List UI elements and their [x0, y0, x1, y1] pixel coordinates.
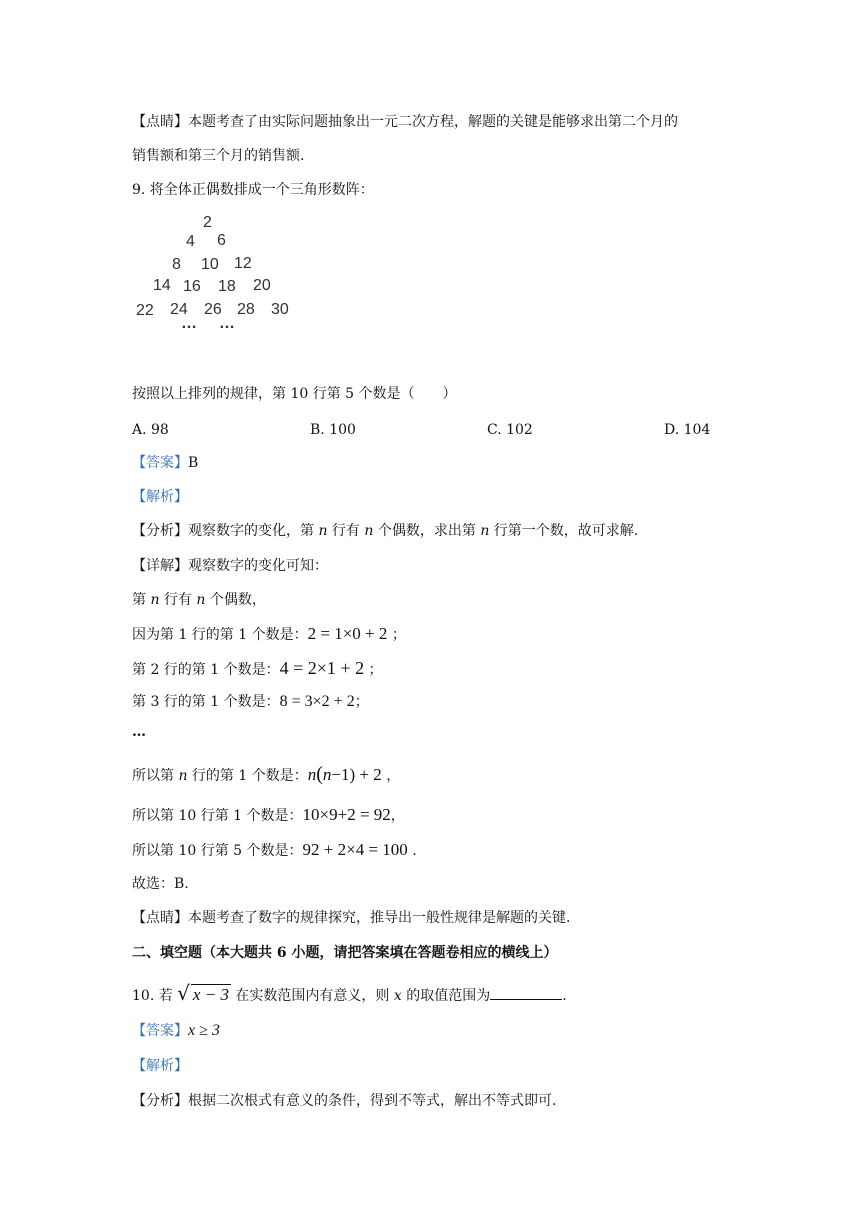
option-d: D. 104: [664, 422, 711, 438]
q9-fenxi: [132, 521, 638, 541]
tri-num: 4: [186, 233, 195, 250]
step-tail: ；: [354, 694, 369, 710]
var-n: n: [178, 768, 188, 784]
q9-rows-line: [132, 590, 266, 610]
q9-xiangjie: [132, 556, 328, 576]
var-n: n: [364, 523, 374, 539]
option-c: C. 102: [487, 422, 533, 438]
q9-choose: 故选：B.: [132, 876, 189, 892]
section-heading: 二、填空题（本大题共 6 小题，请把答案填在答题卷相应的横线上）: [132, 945, 558, 961]
tri-num: 28: [237, 301, 255, 318]
tri-num: 14: [153, 277, 171, 294]
q10-text: .: [562, 988, 567, 1004]
q9-question: 按照以上排列的规律，第 10 行第 5 个数是（ ）: [132, 386, 457, 402]
q9-step-10-1: [132, 805, 405, 826]
step-text: 第 2 行的第 1 个数是：: [132, 662, 280, 678]
fenxi-text: 观察数字的变化，第: [188, 523, 319, 539]
step-text: 所以第 10 行第 1 个数是：: [132, 808, 303, 824]
tri-num: 20: [253, 277, 271, 294]
text: 第: [132, 592, 151, 608]
tri-num: 10: [201, 256, 219, 273]
step-math: −1) + 2: [331, 765, 382, 784]
q10-num: 10. 若: [132, 988, 173, 1004]
fenxi-tag: 【分析】: [132, 523, 188, 539]
answer-tag: 【答案】: [132, 1023, 188, 1039]
step-tail: ；: [364, 662, 383, 678]
tri-num: 22: [136, 302, 154, 319]
q9-dianjing: [132, 908, 570, 928]
q9-ellipsis: …: [132, 724, 146, 740]
tri-num: 16: [183, 278, 201, 295]
paren: (: [316, 763, 323, 785]
var-x: x: [393, 988, 402, 1004]
tri-num: 8: [172, 256, 181, 273]
dianjing-tag: 【点睛】: [132, 910, 188, 926]
var-n: n: [318, 523, 328, 539]
step-text: 因为第 1 行的第 1 个数是：: [132, 627, 308, 643]
analysis-tag: 【解析】: [132, 1058, 188, 1074]
tri-ellipsis: …: [219, 315, 235, 332]
q9-step-10-5: [132, 840, 417, 861]
step-math: 92 + 2×4 = 100: [302, 840, 408, 859]
dianjing-text: 本题考查了数字的规律探究，推导出一般性规律是解题的关键.: [188, 910, 571, 926]
tri-num: 6: [217, 232, 226, 249]
q9-answer: [132, 453, 198, 473]
step-tail: ，: [381, 768, 401, 784]
tri-num: 26: [204, 301, 222, 318]
xiangjie-tag: 【详解】: [132, 558, 188, 574]
q9-step-2: [132, 658, 383, 680]
dianjing-tag: 【点睛】: [132, 114, 188, 130]
tri-num: 2: [203, 214, 212, 231]
step-text: 行的第 1 个数是：: [187, 768, 308, 784]
step-text: 第 3 行的第 1 个数是：: [132, 694, 280, 710]
step-math: 10×9+2 = 92: [302, 805, 391, 824]
step-math: 2 = 1×0 + 2: [307, 624, 388, 643]
tri-num: 30: [271, 301, 289, 318]
q10-fenxi: [132, 1091, 556, 1111]
fenxi-text: 行有: [327, 523, 365, 539]
tri-num: 12: [234, 255, 252, 272]
tri-num: 24: [170, 301, 188, 318]
step-tail: ，: [390, 808, 405, 824]
q10-text: 在实数范围内有意义，则: [235, 988, 394, 1004]
xiangjie-text: 观察数字的变化可知：: [188, 558, 328, 574]
comment-line-1: [132, 112, 678, 132]
q10-analysis-tag: [132, 1056, 188, 1076]
var-n: n: [150, 592, 160, 608]
var-n: n: [307, 765, 317, 784]
option-a: A. 98: [132, 422, 169, 438]
step-math: 4 = 2×1 + 2: [279, 658, 365, 678]
fenxi-text: 根据二次根式有意义的条件，得到不等式，解出不等式即可.: [188, 1093, 557, 1109]
answer-blank: [490, 985, 562, 1000]
tri-num: 18: [218, 278, 236, 295]
answer-value: B: [188, 455, 199, 471]
fenxi-tag: 【分析】: [132, 1093, 188, 1109]
comment-line-2: [132, 146, 304, 166]
q9-analysis-tag: [132, 487, 188, 507]
step-text: 所以第: [132, 768, 179, 784]
var-n: n: [480, 523, 490, 539]
step-tail: ；: [387, 627, 406, 643]
q9-step-1: [132, 624, 406, 645]
step-math: 8 = 3×2 + 2: [279, 693, 355, 710]
q9-step-3: [132, 692, 369, 712]
q10-answer: [132, 1021, 220, 1041]
answer-value: x ≥ 3: [188, 1022, 220, 1039]
radicand: x − 3: [192, 985, 229, 1004]
text: 行有: [159, 592, 197, 608]
var-n: n: [196, 592, 206, 608]
q9-stem: 9. 将全体正偶数排成一个三角形数阵：: [132, 182, 374, 198]
fenxi-text: 个偶数，求出第: [373, 523, 481, 539]
tri-ellipsis: …: [181, 315, 197, 332]
step-tail: .: [407, 843, 417, 859]
fenxi-text: 行第一个数，故可求解.: [489, 523, 639, 539]
q9-step-n: [132, 764, 400, 786]
q10-text: 的取值范围为: [401, 988, 491, 1004]
option-b: B. 100: [310, 422, 356, 438]
step-text: 所以第 10 行第 5 个数是：: [132, 843, 303, 859]
comment-text-2: 销售额和第三个月的销售额.: [132, 148, 305, 164]
answer-tag: 【答案】: [132, 455, 188, 471]
q10-stem: [132, 983, 567, 1006]
sqrt-icon: √: [177, 981, 190, 1005]
analysis-tag: 【解析】: [132, 489, 188, 505]
var-n: n: [322, 765, 332, 784]
text: 个偶数，: [205, 592, 266, 608]
comment-text-1: 本题考查了由实际问题抽象出一元二次方程，解题的关键是能够求出第二个月的: [188, 114, 678, 130]
